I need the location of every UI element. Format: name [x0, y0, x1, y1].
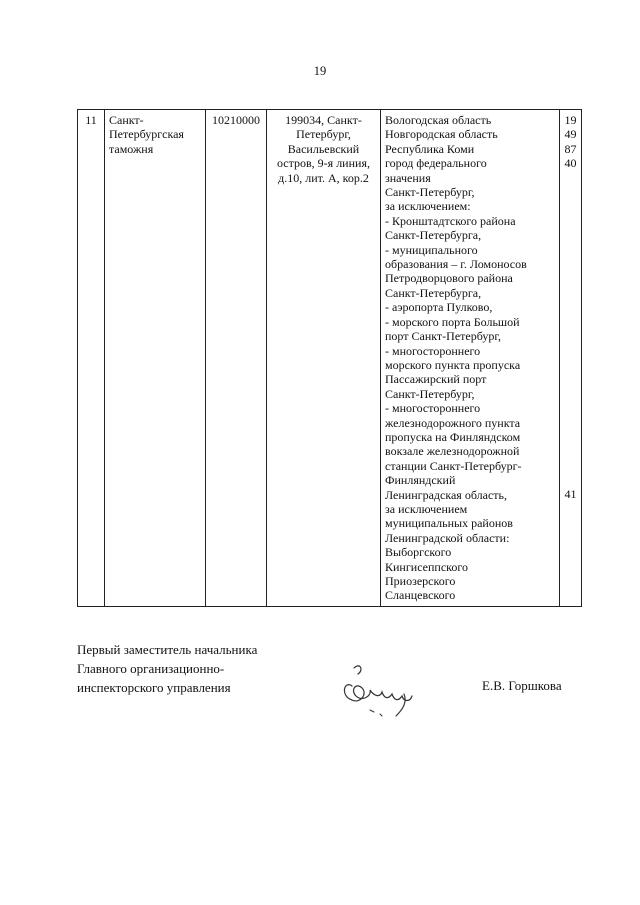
region-code: 40	[564, 156, 577, 171]
region-line: Санкт-Петербурга,	[385, 228, 482, 243]
region-code: 49	[564, 127, 577, 142]
table-row	[78, 110, 582, 607]
signatory-title	[77, 640, 257, 697]
address-line: д.10, лит. А, кор.2	[278, 170, 369, 185]
region-line: Ленинградская область,	[385, 487, 507, 502]
regions-cell	[381, 110, 560, 607]
code-spacer	[564, 415, 577, 429]
region-line: пропуска на Финляндском	[385, 429, 521, 444]
customs-address	[267, 110, 381, 607]
region-line: железнодорожного пункта	[385, 415, 521, 430]
code-spacer	[564, 228, 577, 242]
region-line: за исключением:	[385, 199, 471, 214]
region-line: Санкт-Петербург,	[385, 185, 475, 200]
code-spacer	[564, 343, 577, 357]
code-spacer	[564, 358, 577, 372]
code-spacer	[564, 214, 577, 228]
region-code: 41	[564, 487, 577, 502]
customs-line: Санкт-	[109, 113, 144, 127]
region-line: Санкт-Петербург,	[385, 386, 475, 401]
code-spacer	[564, 372, 577, 386]
region-line: город федерального	[385, 156, 487, 171]
code-spacer	[564, 257, 577, 271]
customs-line: таможня	[109, 141, 154, 156]
row-number: 11	[78, 110, 105, 607]
region-line: Пассажирский порт	[385, 372, 487, 387]
code-spacer	[564, 185, 577, 199]
code-spacer	[564, 458, 577, 472]
region-line: Республика Коми	[385, 141, 475, 156]
address-line: 199034, Санкт-	[285, 113, 362, 127]
code-spacer	[564, 430, 577, 444]
code-spacer	[564, 444, 577, 458]
region-line: - муниципального	[385, 242, 478, 257]
region-line: Вологодская область	[385, 113, 492, 127]
region-codes-cell	[560, 110, 582, 607]
region-line: Ленинградской области:	[385, 530, 510, 545]
code-spacer	[564, 386, 577, 400]
code-spacer	[564, 401, 577, 415]
region-line: образования – г. Ломоносов	[385, 257, 527, 272]
region-code: 87	[564, 141, 577, 156]
region-line: Выборгского	[385, 545, 452, 560]
region-line: муниципальных районов	[385, 516, 513, 531]
region-line: - Кронштадтского района	[385, 213, 516, 228]
code-spacer	[564, 286, 577, 300]
address-line: остров, 9-я линия,	[277, 156, 370, 171]
customs-name	[105, 110, 206, 607]
code-spacer	[564, 329, 577, 343]
code-spacer	[564, 171, 577, 185]
region-code: 19	[564, 113, 577, 127]
region-line: - многостороннего	[385, 343, 481, 358]
handwritten-signature	[330, 660, 430, 720]
signatory-title-line: Первый заместитель начальника	[77, 642, 258, 657]
region-line: - аэропорта Пулково,	[385, 300, 493, 315]
page-number: 19	[313, 64, 327, 78]
region-line: Финляндский	[385, 473, 456, 488]
region-line: Петродворцового района	[385, 271, 513, 286]
code-spacer	[564, 199, 577, 213]
code-spacer	[564, 271, 577, 285]
signatory-title-line: инспекторского управления	[77, 680, 231, 695]
customs-table	[77, 109, 582, 607]
region-line: станции Санкт-Петербург-	[385, 458, 522, 473]
region-line: порт Санкт-Петербург,	[385, 329, 501, 344]
region-line: Приозерского	[385, 574, 456, 588]
address-line: Петербург,	[296, 127, 351, 142]
region-line: Санкт-Петербурга,	[385, 285, 482, 300]
region-line: - морского порта Большой	[385, 314, 520, 329]
code-spacer	[564, 473, 577, 487]
region-line: значения	[385, 170, 431, 185]
address-line: Васильевский	[287, 141, 360, 156]
signatory-name: Е.В. Горшкова	[482, 678, 562, 693]
signatory-title-line: Главного организационно-	[77, 661, 225, 676]
region-line: морского пункта пропуска	[385, 357, 521, 372]
region-line: Новгородская область	[385, 127, 498, 142]
code-spacer	[564, 315, 577, 329]
region-line: вокзале железнодорожной	[385, 444, 520, 459]
region-line: Сланцевского	[385, 588, 456, 603]
code-spacer	[564, 243, 577, 257]
code-spacer	[564, 300, 577, 314]
region-line: Кингисеппского	[385, 559, 469, 574]
customs-line: Петербургская	[109, 127, 184, 142]
region-line: - многостороннего	[385, 401, 481, 416]
customs-code: 10210000	[206, 110, 267, 607]
region-line: за исключением	[385, 501, 468, 516]
